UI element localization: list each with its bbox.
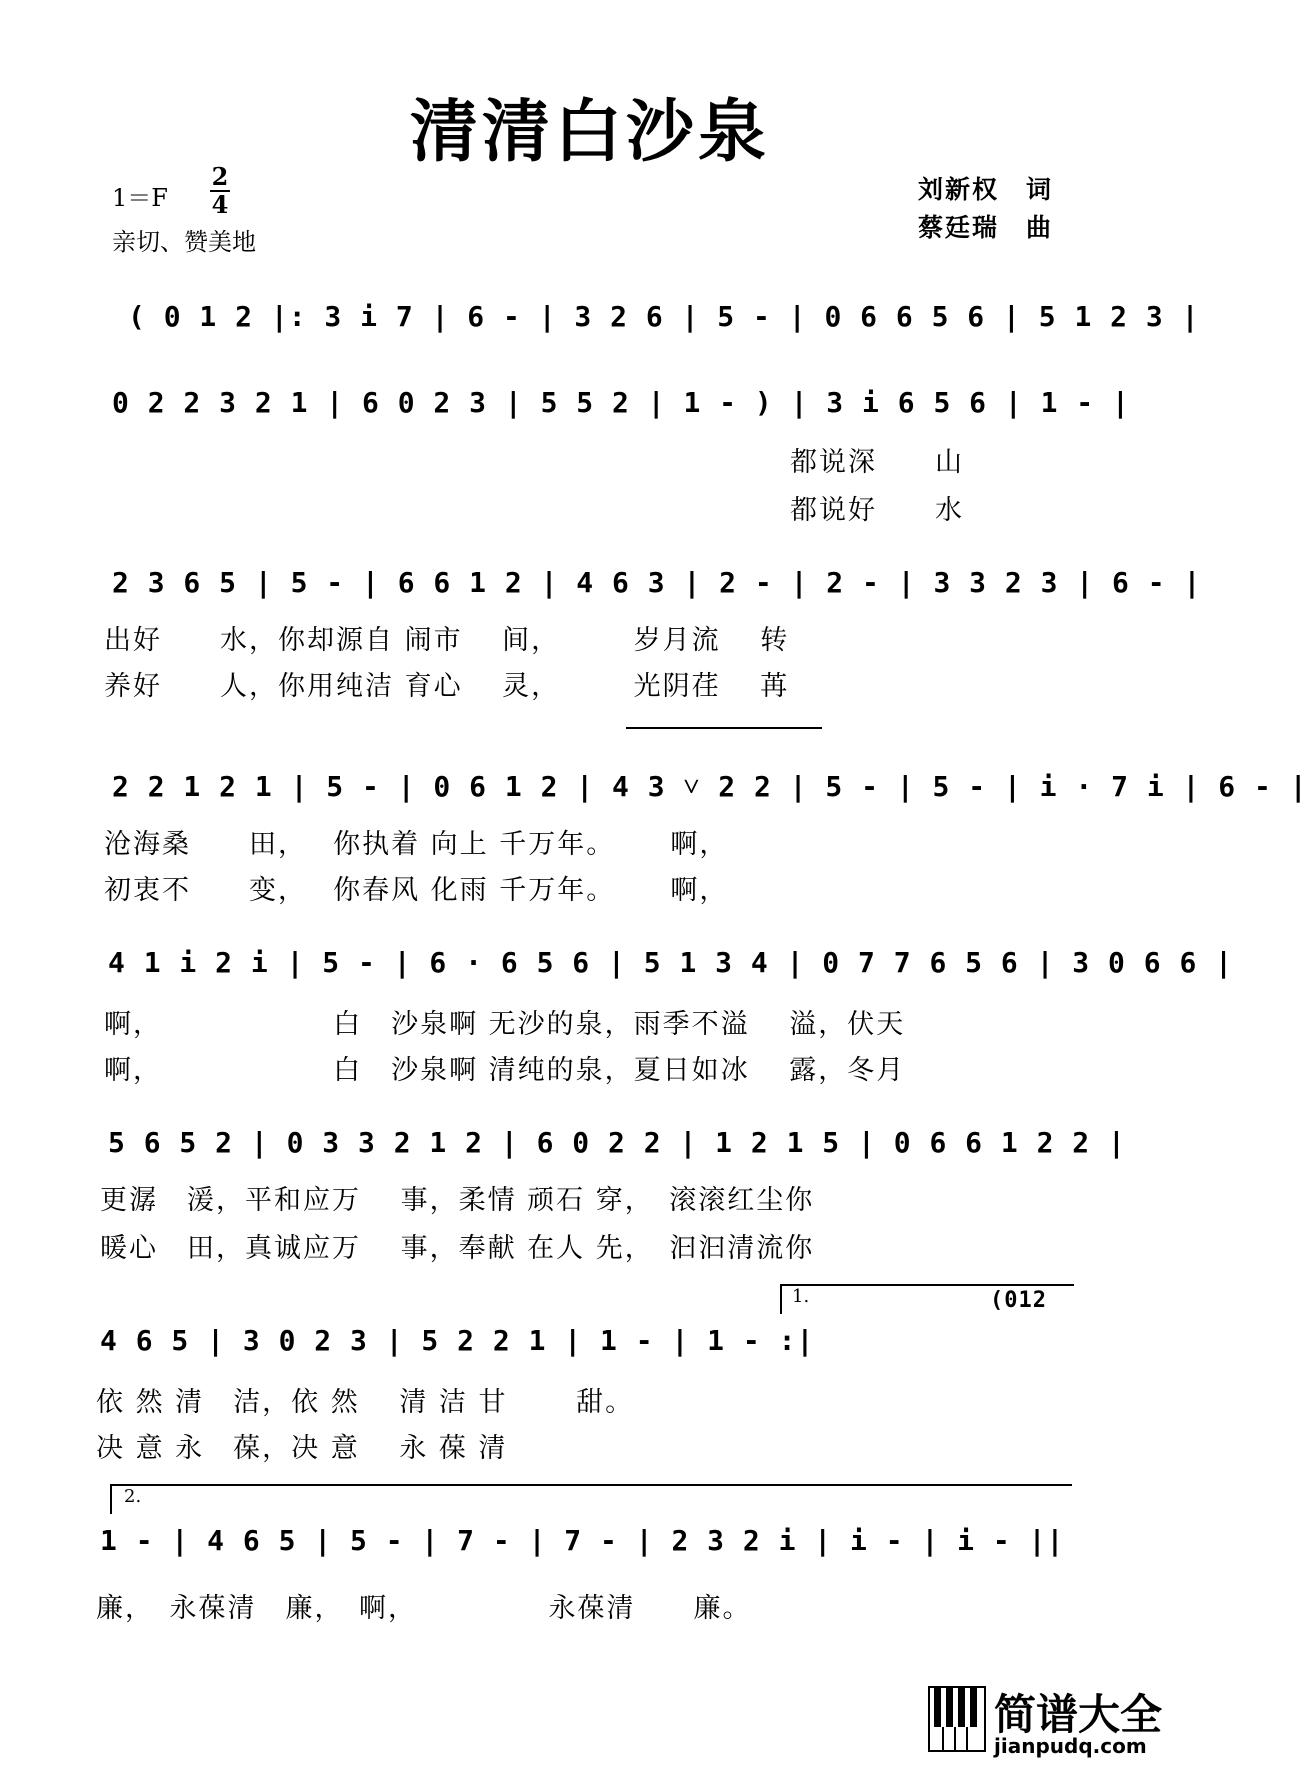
lyrics-row-8-verse-1: 廉， 永葆清 廉， 啊， 永葆清 廉。 bbox=[96, 1593, 752, 1624]
notation-row-6: 5 6 5 2 | 0 3 3 2 1 2 | 6 0 2 2 | 1 2 1 5 | 0 6 6 1 2 2 | bbox=[108, 1126, 1126, 1159]
lyrics-row-7-verse-1: 依 然 清 洁，依 然 清 洁 甘 甜。 bbox=[96, 1387, 635, 1418]
page-title: 清清白沙泉 bbox=[409, 93, 770, 172]
lyricist: 刘新权 词 bbox=[918, 175, 1054, 204]
piano-keys-icon bbox=[928, 1686, 986, 1752]
notation-row-7: 4 6 5 | 3 0 2 3 | 5 2 2 1 | 1 - | 1 - :| bbox=[100, 1324, 815, 1357]
second-ending-bracket bbox=[110, 1484, 1072, 1514]
notation-row-8: 1 - | 4 6 5 | 5 - | 7 - | 7 - | 2 3 2 i | i - | i - || bbox=[100, 1524, 1065, 1557]
key-signature: 1＝F bbox=[112, 184, 168, 212]
logo-name: 简谱大全 bbox=[994, 1690, 1163, 1739]
second-ending-label: 2. bbox=[124, 1486, 142, 1507]
lyrics-row-5-verse-1: 啊， 白 沙泉啊 无沙的泉，雨季不溢 溢，伏天 bbox=[104, 1009, 906, 1040]
lyrics-row-5-verse-2: 啊， 白 沙泉啊 清纯的泉，夏日如冰 露，冬月 bbox=[104, 1055, 906, 1086]
lyrics-row-2-verse-1: 都说深 山 bbox=[790, 447, 964, 478]
notation-row-5: 4 1 i 2 i | 5 - | 6 · 6 5 6 | 5 1 3 4 | 0 7 7 6 5 6 | 3 0 6 6 | bbox=[108, 946, 1234, 979]
tempo-marking: 亲切、赞美地 bbox=[112, 228, 256, 256]
logo-url: jianpudq.com bbox=[994, 1734, 1147, 1758]
time-sig-top: 2 bbox=[211, 162, 229, 191]
lyrics-row-4-verse-1: 沧海桑 田， 你执着 向上 千万年。 啊， bbox=[104, 829, 729, 860]
notation-row-1: ( 0 1 2 |: 3 i 7 | 6 - | 3 2 6 | 5 - | 0 6 6 5 6 | 5 1 2 3 | bbox=[128, 300, 1200, 333]
time-sig-bottom: 4 bbox=[211, 190, 229, 219]
lyrics-row-6-verse-2: 暖心 田，真诚应万 事，奉献 在人 先， 汩汩清流你 bbox=[100, 1233, 815, 1264]
notation-row-3: 2 3 6 5 | 5 - | 6 6 1 2 | 4 6 3 | 2 - | 2 - | 3 3 2 3 | 6 - | bbox=[112, 566, 1202, 599]
lyrics-row-7-verse-2: 决 意 永 葆，决 意 永 葆 清 bbox=[96, 1433, 508, 1464]
lyrics-row-3-verse-1: 出好 水，你却源自 闹市 间， 岁月流 转 bbox=[104, 625, 790, 656]
first-ending-label: 1. bbox=[792, 1286, 810, 1307]
lyrics-row-4-verse-2: 初衷不 变， 你春风 化雨 千万年。 啊， bbox=[104, 875, 729, 906]
notation-row-2: 0 2 2 3 2 1 | 6 0 2 3 | 5 5 2 | 1 - ) | 3 i 6 5 6 | 1 - | bbox=[112, 386, 1130, 419]
notation-row-4: 2 2 1 2 1 | 5 - | 0 6 1 2 | 4 3 ˅ 2 2 | 5 - | 5 - | i · 7 i | 6 - | bbox=[112, 770, 1308, 803]
lyrics-row-3-verse-2: 养好 人，你用纯洁 育心 灵， 光阴荏 苒 bbox=[104, 671, 790, 702]
composer: 蔡廷瑞 曲 bbox=[918, 213, 1054, 242]
pickup-notes: (012 bbox=[990, 1288, 1047, 1313]
lyrics-row-6-verse-1: 更潺 湲，平和应万 事，柔情 顽石 穿， 滚滚红尘你 bbox=[100, 1185, 815, 1216]
lyrics-row-2-verse-2: 都说好 水 bbox=[790, 495, 964, 526]
time-signature bbox=[210, 162, 230, 219]
hairpin-line bbox=[626, 727, 822, 729]
